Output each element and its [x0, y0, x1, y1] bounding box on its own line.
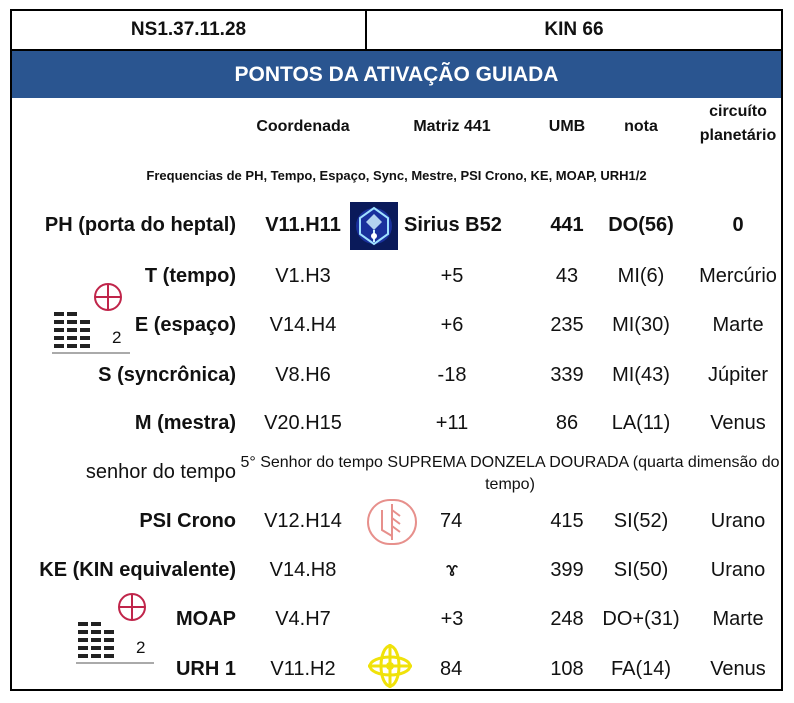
row-m-circuito: Venus	[710, 412, 766, 434]
col-circuito: circuíto planetário	[699, 103, 777, 144]
row-urh-matriz: 84	[440, 658, 463, 680]
row-e-matriz: +6	[440, 314, 464, 336]
row-psi-coord: V12.H14	[264, 510, 342, 532]
row-senhor-label: senhor do tempo	[85, 461, 236, 483]
row-senhor-text: 5° Senhor do tempo SUPREMA DONZELA DOURADA (quarta dimensão do tempo)	[240, 454, 780, 493]
row-urh-label: URH 1	[175, 658, 236, 680]
col-nota: nota	[624, 118, 658, 135]
row-moap-coord: V4.H7	[275, 608, 331, 630]
row-s-nota: MI(43)	[612, 364, 670, 386]
glyph-number-1: 2	[112, 328, 122, 347]
row-t-circuito: Mercúrio	[699, 265, 777, 287]
row-s-circuito: Júpiter	[707, 364, 769, 386]
row-t-coord: V1.H3	[275, 265, 331, 287]
row-urh-nota: FA(14)	[610, 658, 672, 680]
row-psi-label: PSI Crono	[139, 510, 236, 532]
kin-cell: KIN 66	[544, 19, 604, 40]
row-ke-umb: 399	[550, 559, 584, 581]
col-coordenada: Coordenada	[256, 118, 350, 135]
row-ph-umb: 441	[550, 214, 584, 236]
row-m-umb: 86	[555, 412, 579, 434]
col-matriz: Matriz 441	[413, 118, 491, 135]
row-ke-label: KE (KIN equivalente)	[39, 559, 236, 581]
row-s-matriz: -18	[437, 364, 467, 386]
row-e-umb: 235	[550, 314, 584, 336]
row-psi-nota: SI(52)	[613, 510, 669, 532]
row-moap-matriz: +3	[440, 608, 464, 630]
row-s-coord: V8.H6	[275, 364, 331, 386]
row-psi-matriz: 74	[440, 510, 463, 532]
page-title: PONTOS DA ATIVAÇÃO GUIADA	[12, 51, 781, 98]
col-umb: UMB	[548, 118, 586, 135]
row-moap-umb: 248	[550, 608, 584, 630]
table-header	[12, 11, 781, 51]
row-ph-nota: DO(56)	[608, 214, 674, 236]
row-e-circuito: Marte	[712, 314, 764, 336]
row-t-matriz: +5	[440, 265, 464, 287]
crystal-glyph-icon	[350, 202, 398, 250]
row-e-coord: V14.H4	[269, 314, 337, 336]
row-moap-nota: DO+(31)	[602, 608, 680, 630]
row-m-coord: V20.H15	[264, 412, 342, 434]
row-ph-matriz: Sirius B52	[404, 214, 502, 236]
row-m-label: M (mestra)	[134, 412, 236, 434]
row-moap-label: MOAP	[176, 608, 236, 630]
row-t-umb: 43	[555, 265, 579, 287]
row-ke-circuito: Urano	[710, 559, 766, 581]
row-psi-umb: 415	[550, 510, 584, 532]
row-ph-label: PH (porta do heptal)	[44, 214, 236, 236]
glyph-number-2: 2	[136, 638, 146, 657]
psi-rune-icon	[366, 498, 418, 546]
row-t-nota: MI(6)	[617, 265, 665, 287]
row-t-label: T (tempo)	[144, 265, 236, 287]
row-e-label: E (espaço)	[134, 314, 236, 336]
row-ke-nota: SI(50)	[613, 559, 669, 581]
row-ph-circuito: 0	[732, 214, 744, 236]
row-urh-circuito: Venus	[710, 658, 766, 680]
row-urh-coord: V11.H2	[270, 658, 336, 680]
row-ke-coord: V14.H8	[269, 559, 337, 581]
row-ke-matriz: ɤ	[445, 559, 459, 581]
row-s-label: S (syncrônica)	[98, 364, 236, 386]
row-s-umb: 339	[550, 364, 584, 386]
date-cell: NS1.37.11.28	[12, 11, 367, 49]
frequencias-line: Frequencias de PH, Tempo, Espaço, Sync, Mestre, PSI Crono, KE, MOAP, URH1/2	[146, 168, 647, 183]
row-psi-circuito: Urano	[710, 510, 766, 532]
row-m-matriz: +11	[435, 412, 469, 434]
row-urh-umb: 108	[550, 658, 584, 680]
row-e-nota: MI(30)	[612, 314, 670, 336]
row-ph-coord: V11.H11	[265, 214, 341, 236]
yellow-star-glyph-icon	[364, 642, 416, 690]
row-moap-circuito: Marte	[712, 608, 764, 630]
row-m-nota: LA(11)	[611, 412, 671, 434]
